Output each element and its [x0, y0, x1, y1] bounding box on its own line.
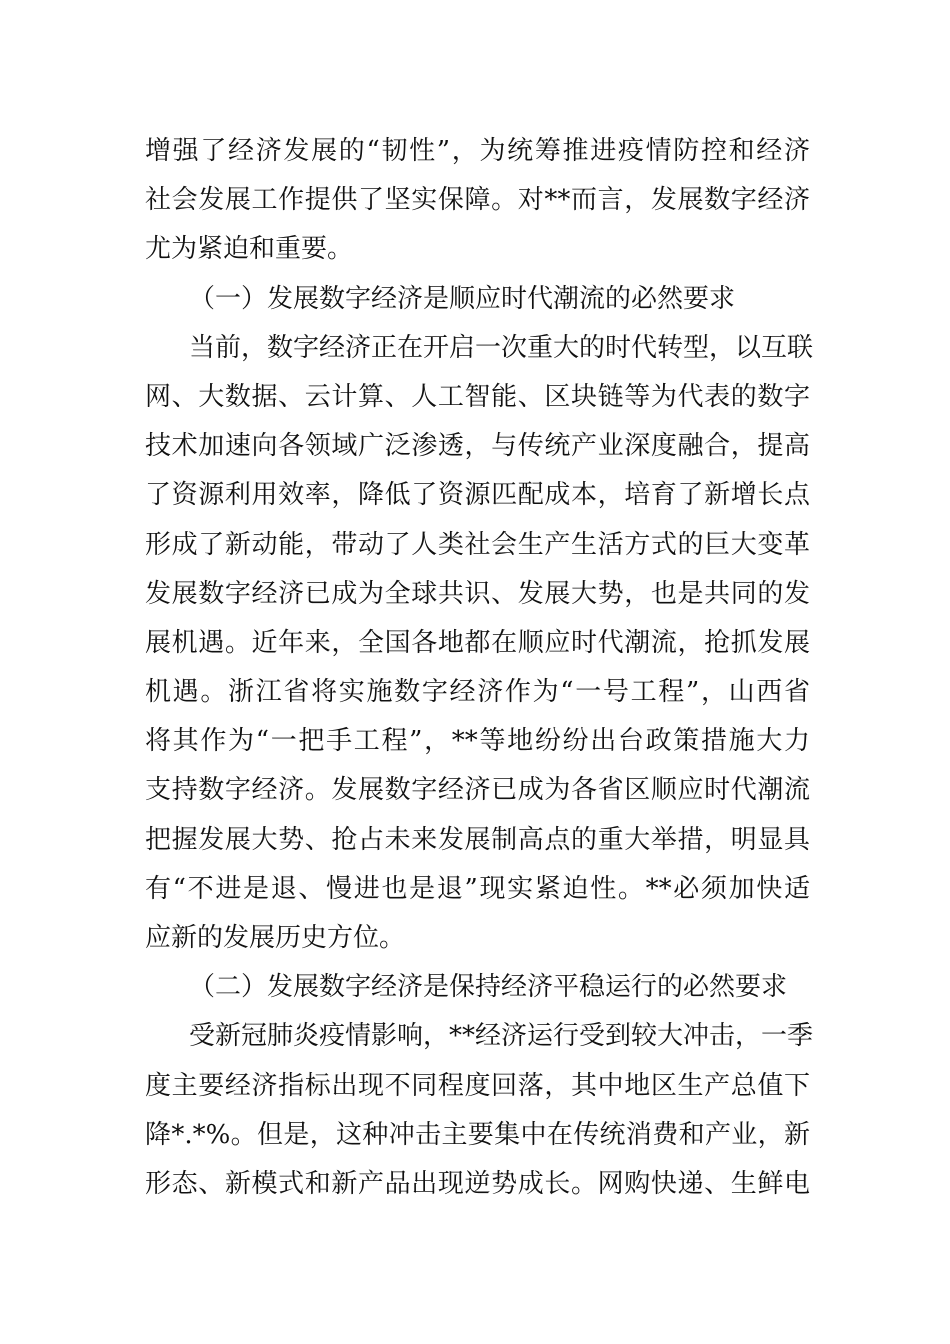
body-line: 度主要经济指标出现不同程度回落，其中地区生产总值下: [145, 1070, 810, 1101]
body-line: 网、大数据、云计算、人工智能、区块链等为代表的数字: [145, 381, 810, 412]
body-line: 社会发展工作提供了坚实保障。对**而言，发展数字经济: [145, 185, 810, 216]
body-line: 将其作为“一把手工程”，**等地纷纷出台政策措施大力: [145, 726, 810, 757]
body-text: [145, 127, 814, 1209]
body-line: 技术加速向各领域广泛渗透，与传统产业深度融合，提高: [145, 431, 810, 462]
body-line: 增强了经济发展的“韧性”，为统筹推进疫情防控和经济: [145, 136, 810, 166]
body-line: 把握发展大势、抢占未来发展制高点的重大举措，明显具: [145, 824, 810, 855]
body-line: 了资源利用效率，降低了资源匹配成本，培育了新增长点: [145, 480, 810, 511]
body-line: 形成了新动能，带动了人类社会生产生活方式的巨大变革: [145, 529, 810, 560]
body-line: 发展数字经济已成为全球共识、发展大势，也是共同的发: [145, 578, 810, 609]
body-line: 当前，数字经济正在开启一次重大的时代转型，以互联: [189, 332, 814, 363]
body-line: 形态、新模式和新产品出现逆势成长。网购快递、生鲜电: [145, 1168, 810, 1199]
body-line: 机遇。浙江省将实施数字经济作为“一号工程”，山西省: [145, 677, 810, 708]
body-line: 尤为紧迫和重要。: [145, 234, 354, 265]
section-heading: （一）发展数字经济是顺应时代潮流的必然要求: [189, 283, 736, 314]
body-line: 应新的发展历史方位。: [145, 923, 406, 953]
section-heading: （二）发展数字经济是保持经济平稳运行的必然要求: [189, 972, 788, 1003]
body-line: 支持数字经济。发展数字经济已成为各省区顺应时代潮流: [145, 775, 810, 806]
body-line: 受新冠肺炎疫情影响，**经济运行受到较大冲击，一季: [189, 1021, 814, 1052]
body-line: 有“不进是退、慢进也是退”现实紧迫性。**必须加快适: [145, 873, 810, 904]
body-line: 降*.*%。但是，这种冲击主要集中在传统消费和产业，新: [145, 1119, 810, 1150]
body-line: 展机遇。近年来，全国各地都在顺应时代潮流，抢抓发展: [145, 627, 810, 658]
